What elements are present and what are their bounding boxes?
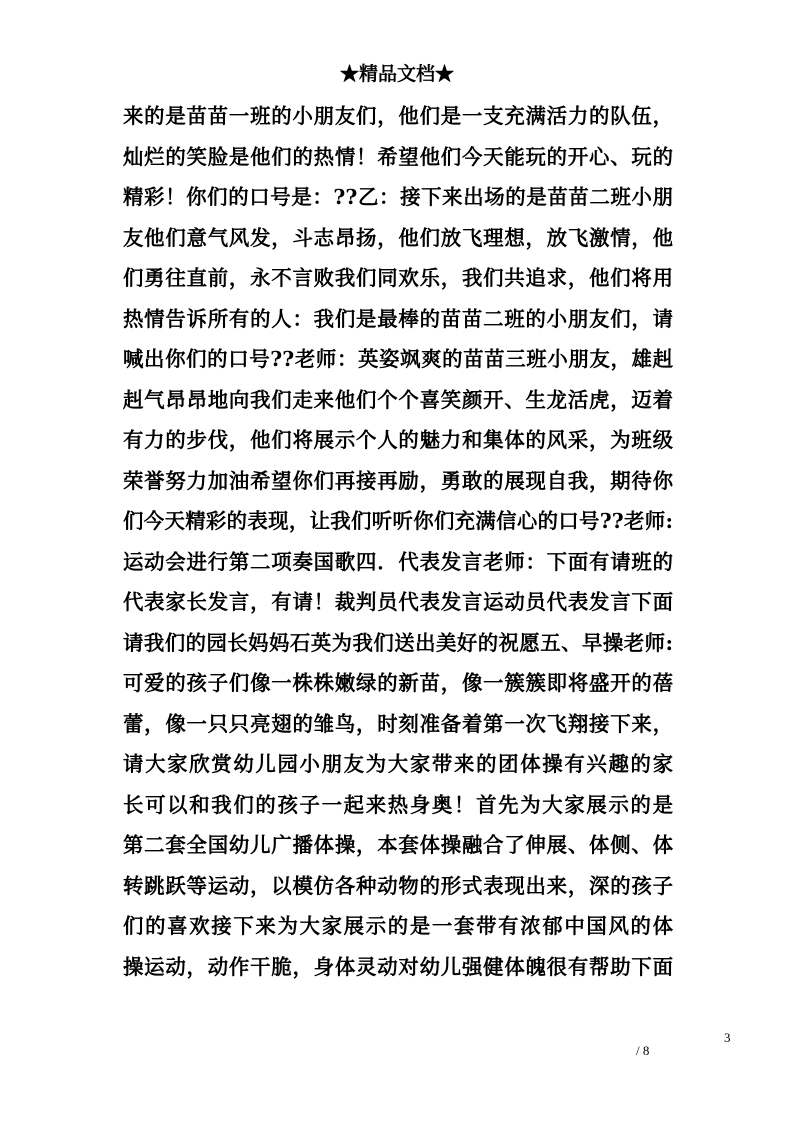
text-line: 赳气昂昂地向我们走来他们个个喜笑颜开、生龙活虎，迈着	[123, 387, 673, 412]
text-line: 友他们意气风发，斗志昂扬，他们放飞理想，放飞激情，他	[123, 225, 673, 250]
page-header-title: ★精品文档★	[339, 63, 454, 85]
text-line: 代表家长发言，有请！裁判员代表发言运动员代表发言下面	[123, 590, 673, 614]
text-line: 有力的步伐，他们将展示个人的魅力和集体的风采，为班级	[123, 428, 673, 452]
text-line: 荣誉努力加油希望你们再接再励，勇敢的展现自我，期待你	[123, 468, 673, 493]
text-line: 蕾，像一只只亮翅的雏鸟，时刻准备着第一次飞翔接下来，	[123, 711, 673, 736]
text-line: 操运动，动作干脆，身体灵动对幼儿强健体魄很有帮助下面	[123, 954, 673, 979]
page-number: 3	[724, 1030, 731, 1045]
text-line: 来的是苗苗一班的小朋友们，他们是一支充满活力的队伍，	[123, 104, 673, 128]
text-line: 请大家欣赏幼儿园小朋友为大家带来的团体操有兴趣的家	[123, 752, 673, 776]
text-line: 们勇往直前，永不言败我们同欢乐，我们共追求，他们将用	[123, 266, 673, 290]
text-line: 请我们的园长妈妈石英为我们送出美好的祝愿五、早操老师:	[123, 630, 673, 655]
text-line: 长可以和我们的孩子一起来热身奥！首先为大家展示的是	[123, 792, 673, 817]
text-line: 第二套全国幼儿广播体操，本套体操融合了伸展、体侧、体	[123, 833, 673, 857]
text-line: 转跳跃等运动，以模仿各种动物的形式表现出来，深的孩子	[123, 873, 673, 898]
text-line: 灿烂的笑脸是他们的热情！希望他们今天能玩的开心、玩的	[123, 144, 673, 169]
text-line: 运动会进行第二项奏国歌四．代表发言老师：下面有请班的	[123, 549, 673, 574]
text-line: 喊出你们的口号??老师：英姿飒爽的苗苗三班小朋友，雄赳	[123, 347, 673, 371]
text-line: 精彩！你们的口号是：??乙：接下来出场的是苗苗二班小朋	[123, 185, 673, 209]
text-line: 热情告诉所有的人：我们是最棒的苗苗二班的小朋友们，请	[123, 306, 673, 331]
page-total: / 8	[636, 1043, 650, 1058]
text-line: 可爱的孩子们像一株株嫩绿的新苗，像一簇簇即将盛开的蓓	[123, 671, 673, 695]
text-line: 们今天精彩的表现，让我们听听你们充满信心的口号??老师:	[123, 509, 673, 533]
document-body	[123, 96, 673, 987]
text-line: 们的喜欢接下来为大家展示的是一套带有浓郁中国风的体	[123, 914, 673, 938]
